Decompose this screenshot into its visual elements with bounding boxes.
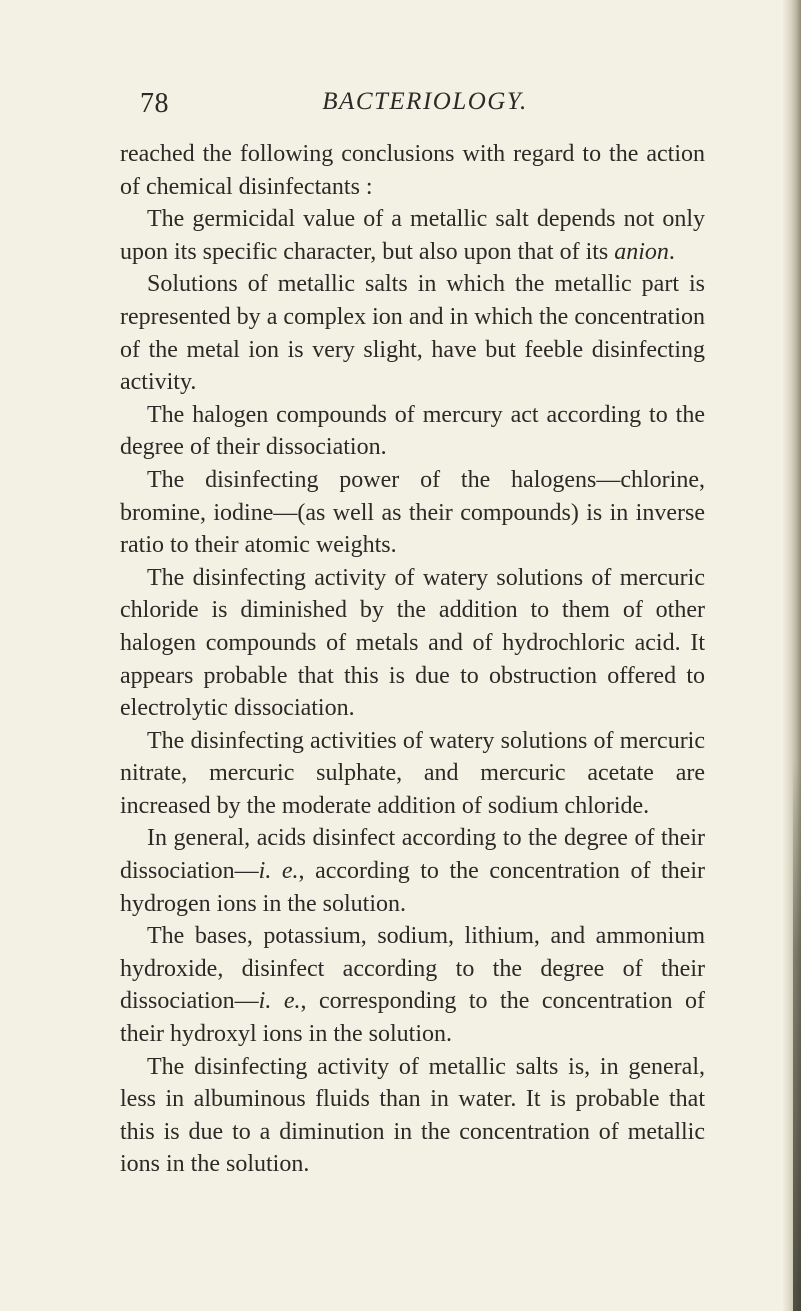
paragraph-text: The halogen compounds of mercury act according to the degree of their dissociation. <box>120 401 705 461</box>
paragraph-text: reached the following conclusions with regard to the action of chemical disinfectants : <box>120 141 705 200</box>
page-number: 78 <box>140 88 169 119</box>
paragraph-tail: , according to the concentration of their hydrogen ions in the solution. <box>120 858 705 917</box>
paragraph-tail: , corresponding to the concentration of their hydroxyl ions in the solution. <box>120 988 705 1048</box>
italic-term: anion <box>614 238 669 265</box>
paragraph <box>120 464 705 562</box>
paragraph <box>120 822 705 920</box>
paragraph-text: The disinfecting activity of metallic salts is, in general, less in albuminous fluids than in water. It is probable that this is due to a diminution in the concentration of metallic ions in the solution. <box>120 1053 705 1178</box>
paragraph-text: Solutions of metallic salts in which the metallic part is represented by a complex ion and in which the concentration of the metal ion is very slight, have but feeble disinfecting activity. <box>120 271 705 396</box>
paragraph <box>120 1051 705 1181</box>
paragraph <box>120 138 705 203</box>
paragraph <box>120 725 705 823</box>
paragraph <box>120 203 705 268</box>
paragraph <box>120 268 705 398</box>
running-head: BACTERIOLOGY. <box>322 88 528 115</box>
paragraph-text: The disinfecting activity of watery solutions of mercuric chloride is diminished by the addition to them of other halogen compounds of metals and of hydrochloric acid. It appears probable that this is due to obstruction offered to electrolytic dissociation. <box>120 564 705 722</box>
paragraph <box>120 920 705 1050</box>
paragraph-text: The disinfecting activities of watery solutions of mercuric nitrate, mercuric sulphate, and mercuric acetate are increased by the moderate addition of sodium chloride. <box>120 727 705 819</box>
paragraph-text: The disinfecting power of the halogens—chlorine, bromine, iodine—(as well as their compounds) is in inverse ratio to their atomic weights. <box>120 466 705 559</box>
paragraph-text: The bases, potassium, sodium, lithium, and ammonium hydroxide, disinfect according to the degree of their dissociation— <box>120 923 705 1015</box>
paragraph-tail: . <box>668 238 675 265</box>
italic-abbrev: i. e. <box>258 858 299 885</box>
paragraph-text: In general, acids disinfect according to the degree of their dissociation— <box>120 825 705 885</box>
paragraph <box>120 399 705 464</box>
italic-abbrev: i. e. <box>258 988 301 1015</box>
body-text <box>120 138 705 1181</box>
page-edge-shadow <box>793 760 801 1311</box>
page-header <box>140 88 710 128</box>
paragraph-text: The germicidal value of a metallic salt depends not only upon its specific character, but also upon that of its <box>120 206 705 265</box>
paragraph <box>120 562 705 725</box>
